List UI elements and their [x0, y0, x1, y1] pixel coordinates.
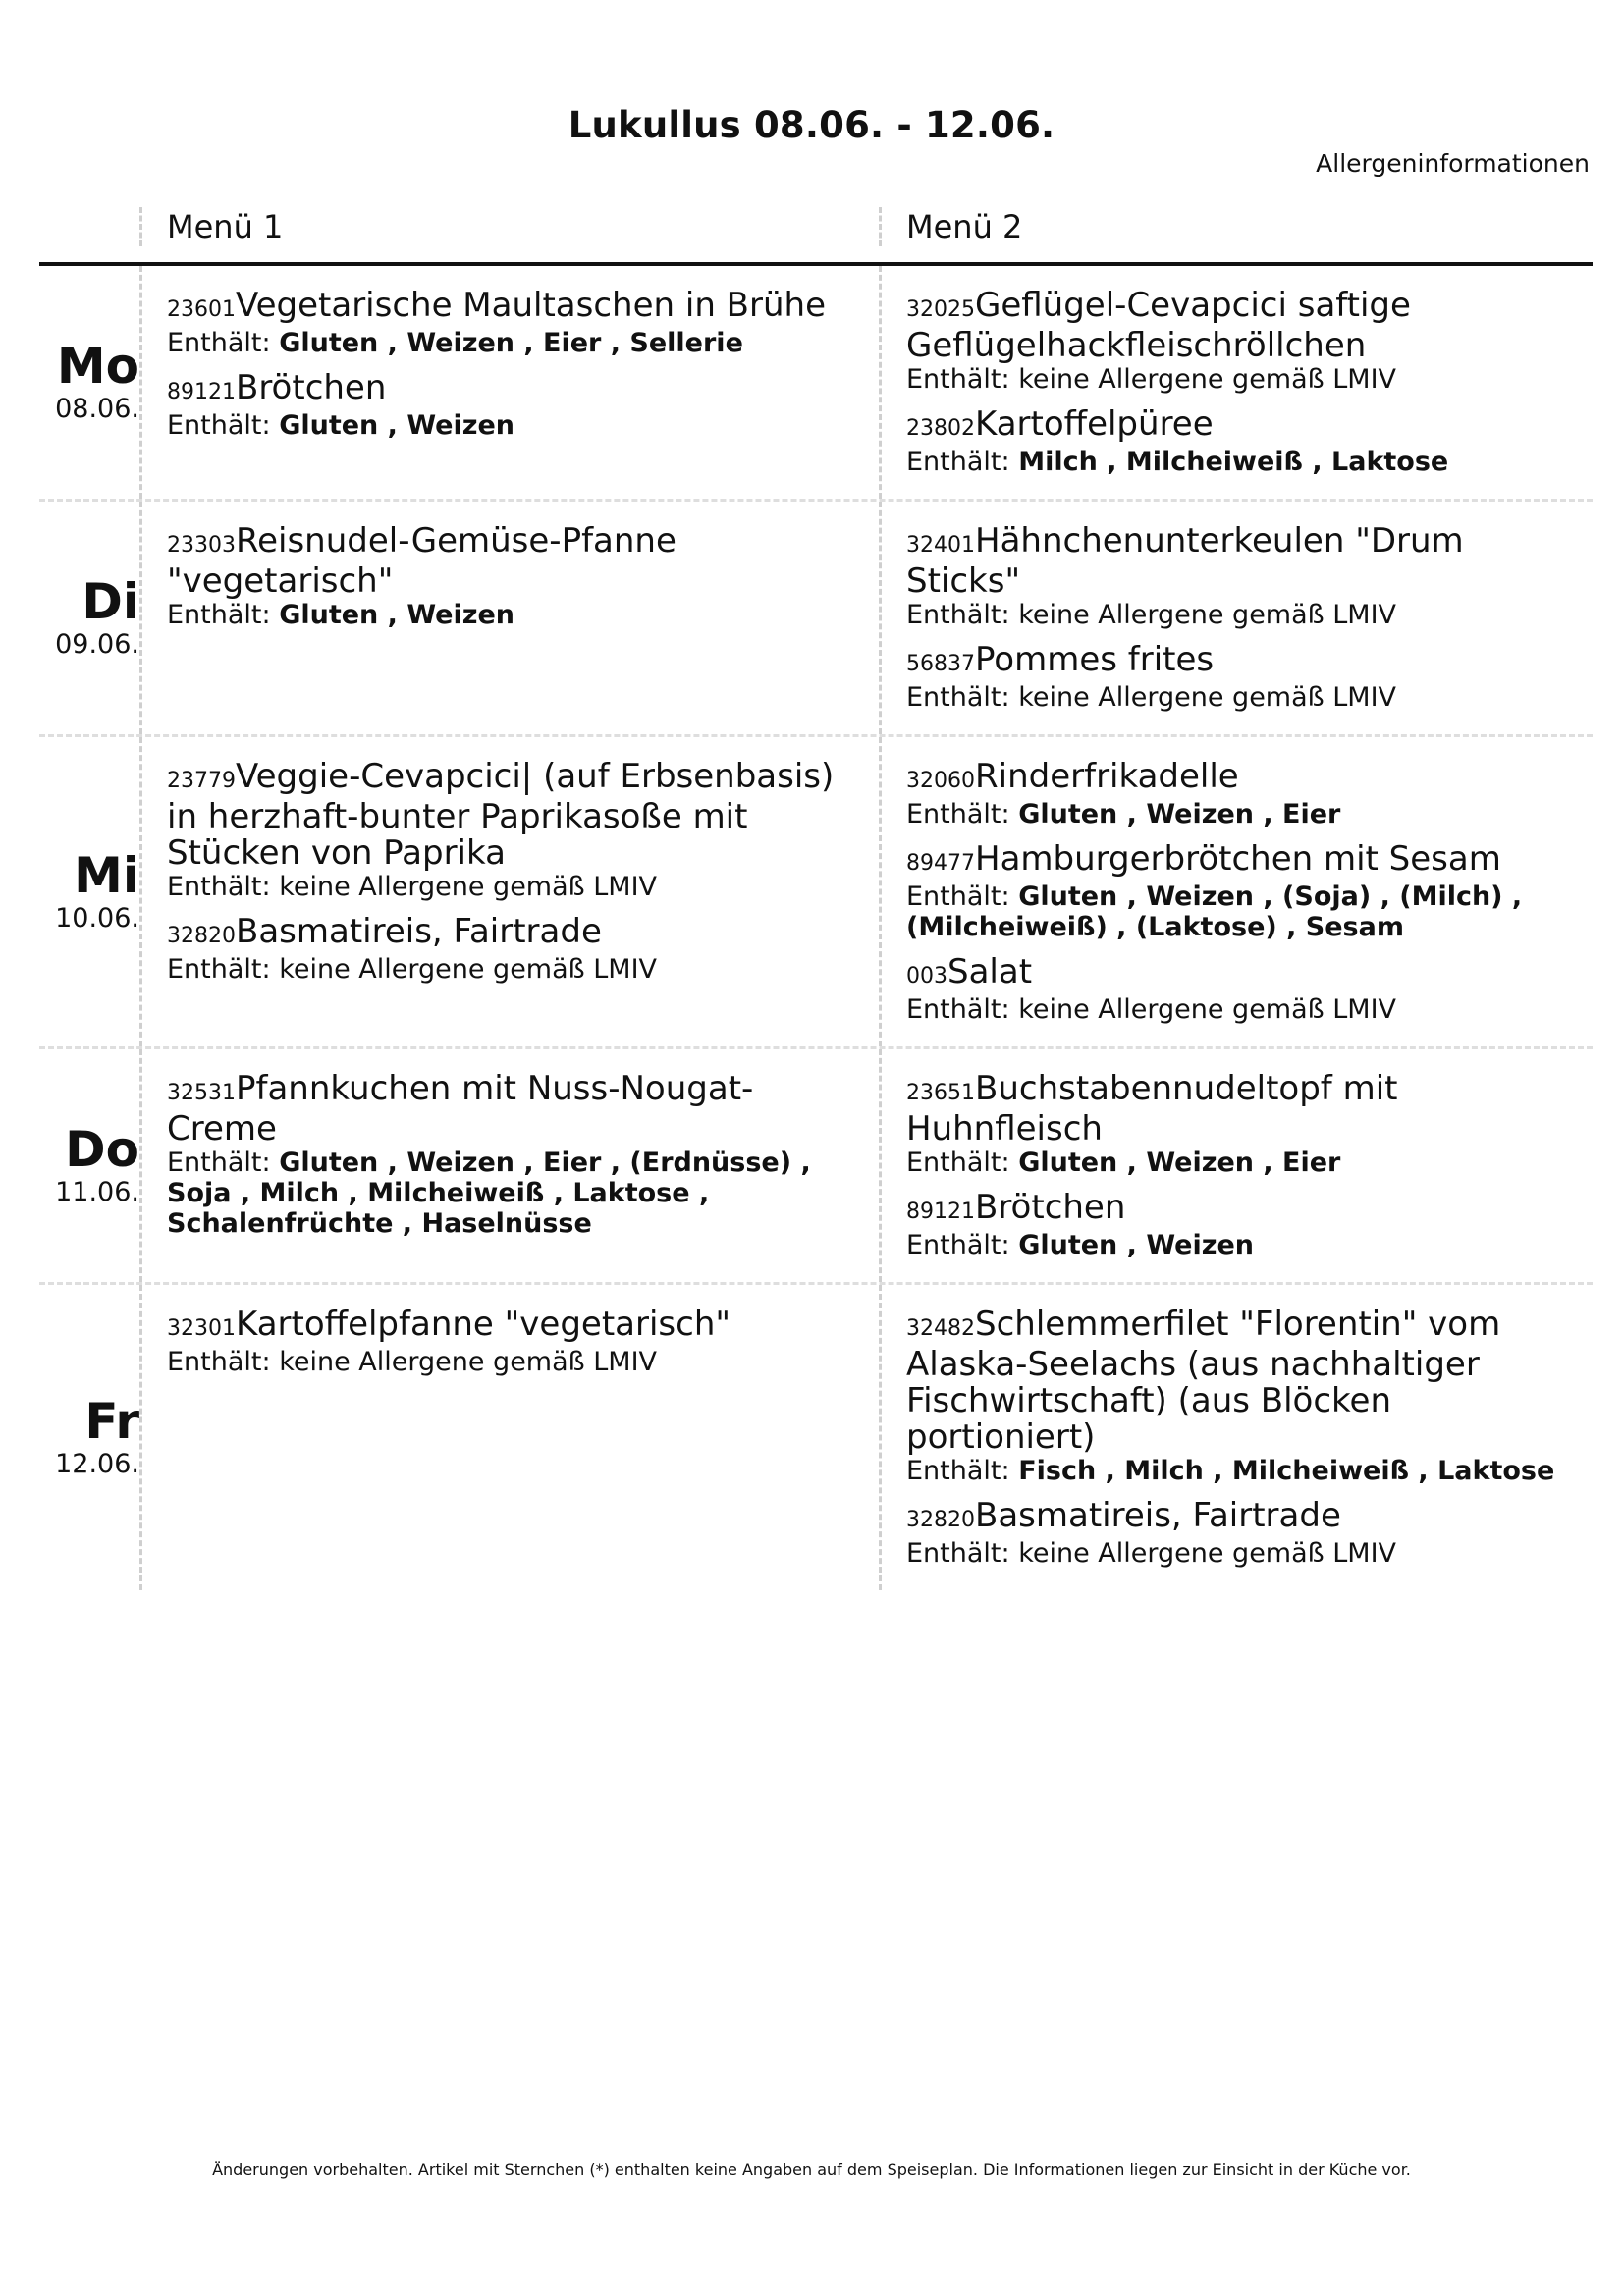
- dish-name: Vegetarische Maultaschen in Brühe: [236, 286, 826, 325]
- allergen-list: Gluten , Weizen: [279, 600, 514, 630]
- day-abbreviation: Mo: [56, 337, 139, 395]
- allergen-prefix: Enthält:: [906, 1148, 1010, 1178]
- dish-item: [906, 1190, 1573, 1260]
- day-row: [39, 737, 1593, 1049]
- allergen-prefix: Enthält:: [906, 881, 1010, 912]
- dish-title: [906, 1071, 1573, 1148]
- dish-name: Rinderfrikadelle: [975, 757, 1239, 796]
- allergen-prefix: Enthält:: [167, 410, 271, 441]
- dish-item: [906, 523, 1573, 630]
- day-label: [39, 1049, 139, 1282]
- dish-code: 23601: [167, 297, 236, 322]
- allergen-list: Gluten , Weizen , Eier , (Erdnüsse) , Soja , Milch , Milcheiweiß , Laktose , Schalenfrüchte , Haselnüsse: [167, 1148, 811, 1239]
- allergen-prefix: Enthält:: [167, 1148, 271, 1178]
- dish-title: [906, 642, 1573, 682]
- dish-title: [906, 1190, 1573, 1230]
- dish-name: Salat: [947, 952, 1033, 991]
- allergen-info: [167, 1148, 859, 1239]
- allergen-prefix: Enthält:: [906, 682, 1010, 713]
- dish-item: [906, 954, 1573, 1025]
- allergen-list: keine Allergene gemäß LMIV: [279, 1347, 658, 1377]
- dish-code: 23779: [167, 769, 236, 793]
- dish-title: [906, 406, 1573, 447]
- menu-table: [39, 266, 1593, 1590]
- dish-title: [906, 841, 1573, 881]
- allergen-list: Fisch , Milch , Milcheiweiß , Laktose: [1018, 1456, 1555, 1486]
- dish-name: Kartoffelpüree: [975, 404, 1214, 444]
- day-label: [39, 1285, 139, 1590]
- allergen-info: [906, 799, 1573, 829]
- allergen-list: keine Allergene gemäß LMIV: [1018, 994, 1397, 1025]
- allergen-list: keine Allergene gemäß LMIV: [1018, 364, 1397, 395]
- allergen-list: Gluten , Weizen: [279, 410, 514, 441]
- dish-name: Kartoffelpfanne "vegetarisch": [236, 1305, 731, 1344]
- allergen-prefix: Enthält:: [906, 994, 1010, 1025]
- dish-title: [167, 1071, 859, 1148]
- allergen-list: keine Allergene gemäß LMIV: [1018, 1538, 1397, 1569]
- dish-name: Brötchen: [975, 1188, 1126, 1227]
- allergen-info: [906, 364, 1573, 395]
- day-label: [39, 737, 139, 1046]
- dish-code: 89121: [167, 380, 236, 404]
- dish-code: 003: [906, 964, 947, 988]
- dish-name: Schlemmerfilet "Florentin" vom Alaska-Seelachs (aus nachhaltiger Fischwirtschaft) (aus Blöcken portioniert): [906, 1305, 1501, 1457]
- dish-name: Pfannkuchen mit Nuss-Nougat-Creme: [167, 1069, 754, 1148]
- dish-name: Buchstabennudeltopf mit Huhnfleisch: [906, 1069, 1398, 1148]
- menu1-cell: [139, 266, 879, 499]
- dish-name: Geflügel-Cevapcici saftige Geflügelhackfleischröllchen: [906, 286, 1411, 365]
- dish-item: [167, 914, 859, 985]
- allergen-list: Gluten , Weizen , (Soja) , (Milch) , (Milcheiweiß) , (Laktose) , Sesam: [906, 881, 1523, 942]
- allergen-prefix: Enthält:: [906, 799, 1010, 829]
- day-label: [39, 502, 139, 734]
- menu1-column-header: Menü 1: [139, 207, 283, 246]
- allergen-prefix: Enthält:: [167, 1347, 271, 1377]
- dish-title: [167, 288, 859, 328]
- dish-item: [906, 1307, 1573, 1486]
- dish-name: Brötchen: [236, 368, 387, 407]
- allergen-info: [906, 1456, 1573, 1486]
- allergen-info: [167, 954, 859, 985]
- allergen-info: [167, 410, 859, 441]
- day-label: [39, 266, 139, 499]
- dish-title: [906, 1307, 1573, 1456]
- allergen-list: Milch , Milcheiweiß , Laktose: [1018, 447, 1449, 477]
- dish-name: Reisnudel-Gemüse-Pfanne "vegetarisch": [167, 521, 676, 601]
- dish-item: [167, 370, 859, 441]
- dish-title: [167, 1307, 859, 1347]
- allergen-info: [906, 1230, 1573, 1260]
- day-date: 10.06.: [55, 902, 139, 934]
- allergen-list: keine Allergene gemäß LMIV: [279, 954, 658, 985]
- allergen-info-link[interactable]: Allergeninformationen: [1316, 149, 1590, 178]
- allergen-info: [906, 1148, 1573, 1178]
- dish-title: [167, 914, 859, 954]
- allergen-prefix: Enthält:: [167, 954, 271, 985]
- day-abbreviation: Fr: [84, 1392, 139, 1450]
- allergen-info: [906, 682, 1573, 713]
- menu1-cell: [139, 502, 879, 734]
- menu1-cell: [139, 1285, 879, 1590]
- menu2-cell: [879, 1285, 1593, 1590]
- dish-item: [906, 841, 1573, 942]
- day-abbreviation: Di: [81, 572, 139, 630]
- menu2-column-header: Menü 2: [879, 207, 1022, 246]
- dish-name: Hähnchenunterkeulen "Drum Sticks": [906, 521, 1464, 601]
- dish-code: 23802: [906, 416, 975, 441]
- dish-item: [167, 523, 859, 630]
- dish-item: [167, 759, 859, 902]
- day-row: [39, 1049, 1593, 1285]
- dish-code: 89477: [906, 851, 975, 876]
- allergen-list: keine Allergene gemäß LMIV: [1018, 682, 1397, 713]
- day-row: [39, 502, 1593, 737]
- allergen-info: [167, 328, 859, 358]
- allergen-list: keine Allergene gemäß LMIV: [279, 872, 658, 902]
- allergen-info: [906, 994, 1573, 1025]
- day-date: 11.06.: [55, 1176, 139, 1207]
- menu2-cell: [879, 266, 1593, 499]
- dish-code: 32301: [167, 1316, 236, 1341]
- dish-code: 32401: [906, 533, 975, 558]
- day-row: [39, 266, 1593, 502]
- dish-code: 32060: [906, 769, 975, 793]
- dish-title: [906, 1498, 1573, 1538]
- dish-code: 23303: [167, 533, 236, 558]
- dish-item: [906, 288, 1573, 395]
- day-date: 12.06.: [55, 1448, 139, 1479]
- dish-item: [167, 1307, 859, 1377]
- allergen-info: [906, 600, 1573, 630]
- allergen-info: [906, 881, 1573, 942]
- dish-item: [906, 642, 1573, 713]
- allergen-list: Gluten , Weizen: [1018, 1230, 1254, 1260]
- dish-title: [167, 759, 859, 872]
- allergen-prefix: Enthält:: [167, 328, 271, 358]
- allergen-prefix: Enthält:: [906, 364, 1010, 395]
- day-abbreviation: Mi: [74, 846, 139, 904]
- menu1-cell: [139, 737, 879, 1046]
- day-date: 08.06.: [55, 393, 139, 424]
- dish-title: [167, 523, 859, 600]
- allergen-list: keine Allergene gemäß LMIV: [1018, 600, 1397, 630]
- allergen-prefix: Enthält:: [906, 1456, 1010, 1486]
- dish-code: 23651: [906, 1081, 975, 1105]
- dish-code: 32025: [906, 297, 975, 322]
- dish-item: [167, 1071, 859, 1239]
- dish-code: 89121: [906, 1200, 975, 1224]
- allergen-list: Gluten , Weizen , Eier: [1018, 1148, 1341, 1178]
- allergen-list: Gluten , Weizen , Eier , Sellerie: [279, 328, 743, 358]
- page-title: Lukullus 08.06. - 12.06.: [568, 104, 1055, 146]
- allergen-list: Gluten , Weizen , Eier: [1018, 799, 1341, 829]
- menu2-cell: [879, 737, 1593, 1046]
- allergen-info: [167, 872, 859, 902]
- dish-title: [167, 370, 859, 410]
- allergen-info: [167, 1347, 859, 1377]
- dish-item: [906, 1498, 1573, 1569]
- allergen-prefix: Enthält:: [906, 600, 1010, 630]
- allergen-info: [906, 1538, 1573, 1569]
- allergen-prefix: Enthält:: [906, 1538, 1010, 1569]
- allergen-info: [906, 447, 1573, 477]
- dish-code: 56837: [906, 652, 975, 676]
- dish-name: Basmatireis, Fairtrade: [236, 912, 602, 951]
- dish-item: [906, 1071, 1573, 1178]
- allergen-prefix: Enthält:: [906, 447, 1010, 477]
- dish-name: Hamburgerbrötchen mit Sesam: [975, 839, 1501, 879]
- dish-name: Pommes frites: [975, 640, 1215, 679]
- menu2-cell: [879, 502, 1593, 734]
- allergen-prefix: Enthält:: [167, 600, 271, 630]
- dish-title: [906, 759, 1573, 799]
- allergen-prefix: Enthält:: [906, 1230, 1010, 1260]
- footer-note: Änderungen vorbehalten. Artikel mit Sternchen (*) enthalten keine Angaben auf dem Speiseplan. Die Informationen liegen zur Einsicht in der Küche vor.: [212, 2161, 1411, 2179]
- dish-title: [906, 288, 1573, 364]
- dish-item: [906, 406, 1573, 477]
- dish-title: [906, 954, 1573, 994]
- menu1-cell: [139, 1049, 879, 1282]
- dish-code: 32531: [167, 1081, 236, 1105]
- allergen-prefix: Enthält:: [167, 872, 271, 902]
- dish-title: [906, 523, 1573, 600]
- dish-code: 32820: [167, 924, 236, 948]
- day-date: 09.06.: [55, 628, 139, 660]
- dish-item: [167, 288, 859, 358]
- dish-name: Basmatireis, Fairtrade: [975, 1496, 1341, 1535]
- dish-name: Veggie-Cevapcici| (auf Erbsenbasis) in herzhaft-bunter Paprikasoße mit Stücken von Paprika: [167, 757, 835, 873]
- allergen-info: [167, 600, 859, 630]
- day-row: [39, 1285, 1593, 1590]
- dish-code: 32820: [906, 1508, 975, 1532]
- dish-item: [906, 759, 1573, 829]
- menu2-cell: [879, 1049, 1593, 1282]
- column-header: [39, 203, 1593, 266]
- day-abbreviation: Do: [65, 1120, 139, 1178]
- dish-code: 32482: [906, 1316, 975, 1341]
